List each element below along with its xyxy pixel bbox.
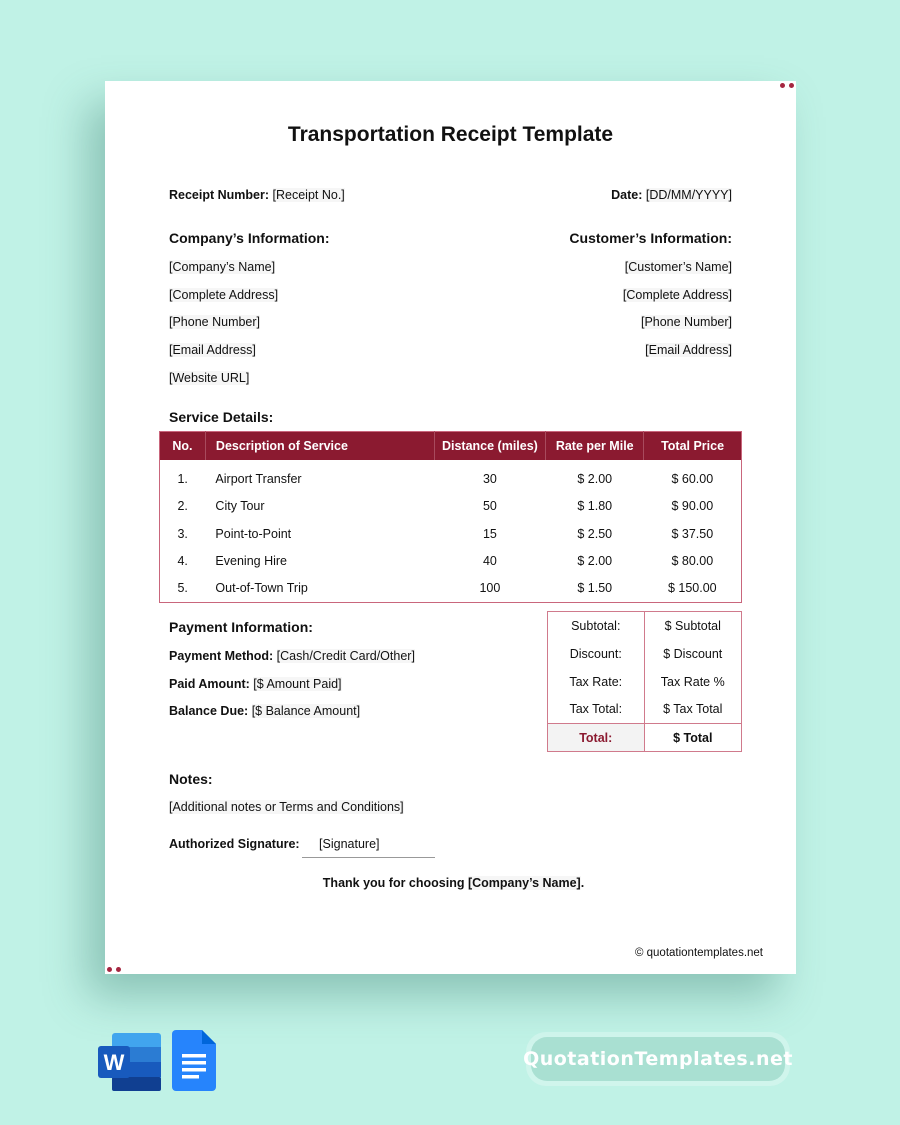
payment-info-heading: Payment Information: — [169, 619, 313, 635]
column-header: Total Price — [644, 432, 742, 460]
document-title: Transportation Receipt Template — [287, 123, 614, 146]
balance-due-label: Balance Due: — [169, 704, 249, 718]
cell-total[interactable]: $ 37.50 — [671, 526, 714, 541]
customer-info-heading: Customer’s Information: — [569, 230, 732, 246]
brand-badge[interactable] — [523, 1032, 793, 1086]
table-row — [160, 520, 742, 548]
cell-rate[interactable]: $ 1.50 — [577, 580, 613, 595]
cell-description[interactable]: City Tour — [215, 499, 265, 514]
paid-amount-line — [169, 677, 342, 691]
receipt-meta-row — [169, 188, 732, 202]
cell-total[interactable]: $ 80.00 — [671, 554, 714, 569]
tax-total-label: Tax Total: — [548, 696, 645, 724]
google-docs-icon — [172, 1030, 216, 1091]
subtotal-row — [548, 612, 742, 640]
service-details-table — [159, 431, 742, 603]
thank-you-text: Thank you for choosing — [322, 876, 468, 890]
cell-description[interactable]: Out-of-Town Trip — [215, 580, 308, 595]
signature-underline — [302, 857, 435, 858]
notes-heading: Notes: — [169, 771, 213, 787]
signature-value[interactable]: [Signature] — [319, 837, 380, 851]
cell-rate[interactable]: $ 1.80 — [577, 499, 613, 514]
receipt-number-value[interactable]: [Receipt No.] — [272, 188, 345, 202]
grand-total-label: Total: — [548, 724, 645, 752]
column-header: Distance (miles) — [434, 432, 546, 460]
table-header-row — [160, 432, 742, 460]
date-value[interactable]: [DD/MM/YYYY] — [645, 188, 732, 202]
company-info-list — [169, 259, 278, 397]
signature-line — [169, 837, 380, 851]
subtotal-label: Subtotal: — [548, 612, 645, 640]
cell-total[interactable]: $ 60.00 — [671, 472, 714, 486]
tax-rate-row — [548, 668, 742, 696]
notes-line — [169, 800, 404, 814]
cell-no: 1. — [177, 472, 188, 486]
column-header: Description of Service — [205, 432, 434, 460]
cell-no: 3. — [177, 526, 188, 541]
service-details-heading: Service Details: — [169, 409, 274, 425]
cell-distance[interactable]: 15 — [482, 526, 497, 541]
cell-distance[interactable]: 100 — [479, 580, 501, 595]
company-website[interactable]: [Website URL] — [169, 370, 250, 385]
company-info-heading: Company’s Information: — [169, 230, 330, 246]
cell-no: 4. — [177, 554, 188, 569]
customer-address[interactable]: [Complete Address] — [622, 287, 732, 302]
table-row — [160, 460, 742, 493]
cell-rate[interactable]: $ 2.00 — [577, 554, 613, 569]
company-address[interactable]: [Complete Address] — [169, 287, 279, 302]
balance-due-line — [169, 704, 360, 718]
balance-due-value[interactable]: [$ Balance Amount] — [251, 704, 361, 718]
column-header: No. — [160, 432, 206, 460]
table-row — [160, 575, 742, 603]
tax-total-value[interactable]: $ Tax Total — [663, 702, 723, 717]
grand-total-row — [548, 724, 742, 752]
corner-dots-decoration — [107, 967, 121, 972]
totals-table — [547, 611, 742, 752]
paid-amount-value[interactable]: [$ Amount Paid] — [253, 677, 342, 691]
cell-rate[interactable]: $ 2.50 — [577, 526, 613, 541]
copyright-text: © quotationtemplates.net — [634, 947, 763, 959]
payment-method-value[interactable]: [Cash/Credit Card/Other] — [276, 649, 415, 663]
thank-you-message — [105, 876, 796, 890]
tax-rate-label: Tax Rate: — [548, 668, 645, 696]
cell-rate[interactable]: $ 2.00 — [577, 472, 613, 486]
customer-name[interactable]: [Customer’s Name] — [624, 260, 732, 274]
customer-phone[interactable]: [Phone Number] — [640, 315, 732, 330]
receipt-page — [105, 81, 796, 974]
column-header: Rate per Mile — [546, 432, 644, 460]
subtotal-value[interactable]: $ Subtotal — [664, 618, 721, 633]
customer-info-list — [623, 259, 732, 370]
notes-value[interactable]: [Additional notes or Terms and Conditions] — [169, 800, 404, 814]
receipt-number-label: Receipt Number: — [169, 188, 270, 202]
cell-no: 5. — [177, 580, 188, 595]
cell-description[interactable]: Evening Hire — [215, 554, 287, 569]
cell-distance[interactable]: 40 — [482, 554, 497, 569]
brand-text: QuotationTemplates.net — [531, 1037, 785, 1081]
thank-you-company[interactable]: [Company’s Name] — [467, 876, 581, 890]
table-row — [160, 548, 742, 576]
svg-text:W: W — [103, 1050, 125, 1075]
company-phone[interactable]: [Phone Number] — [169, 315, 261, 330]
microsoft-word-icon — [98, 1033, 161, 1091]
company-email[interactable]: [Email Address] — [169, 343, 256, 358]
receipt-date — [611, 188, 732, 202]
signature-label: Authorized Signature: — [169, 837, 300, 851]
grand-total-value[interactable]: $ Total — [644, 724, 741, 752]
cell-distance[interactable]: 50 — [482, 499, 497, 514]
tax-rate-value[interactable]: Tax Rate % — [660, 674, 725, 689]
cell-total[interactable]: $ 90.00 — [671, 499, 714, 514]
cell-description[interactable]: Point-to-Point — [215, 526, 292, 541]
discount-row — [548, 640, 742, 668]
paid-amount-label: Paid Amount: — [169, 677, 250, 691]
cell-no: 2. — [177, 499, 188, 514]
discount-value[interactable]: $ Discount — [663, 646, 723, 661]
receipt-number — [169, 188, 345, 202]
thank-you-period: . — [580, 876, 585, 890]
corner-dots-decoration — [780, 83, 794, 88]
company-name[interactable]: [Company’s Name] — [169, 260, 276, 274]
customer-email[interactable]: [Email Address] — [645, 343, 732, 358]
table-row — [160, 493, 742, 521]
payment-method-line — [169, 649, 415, 663]
cell-total[interactable]: $ 150.00 — [667, 580, 717, 595]
tax-total-row — [548, 696, 742, 724]
cell-distance[interactable]: 30 — [482, 472, 497, 486]
payment-method-label: Payment Method: — [169, 649, 274, 663]
date-label: Date: — [611, 188, 643, 202]
discount-label: Discount: — [548, 640, 645, 668]
cell-description[interactable]: Airport Transfer — [215, 472, 302, 486]
